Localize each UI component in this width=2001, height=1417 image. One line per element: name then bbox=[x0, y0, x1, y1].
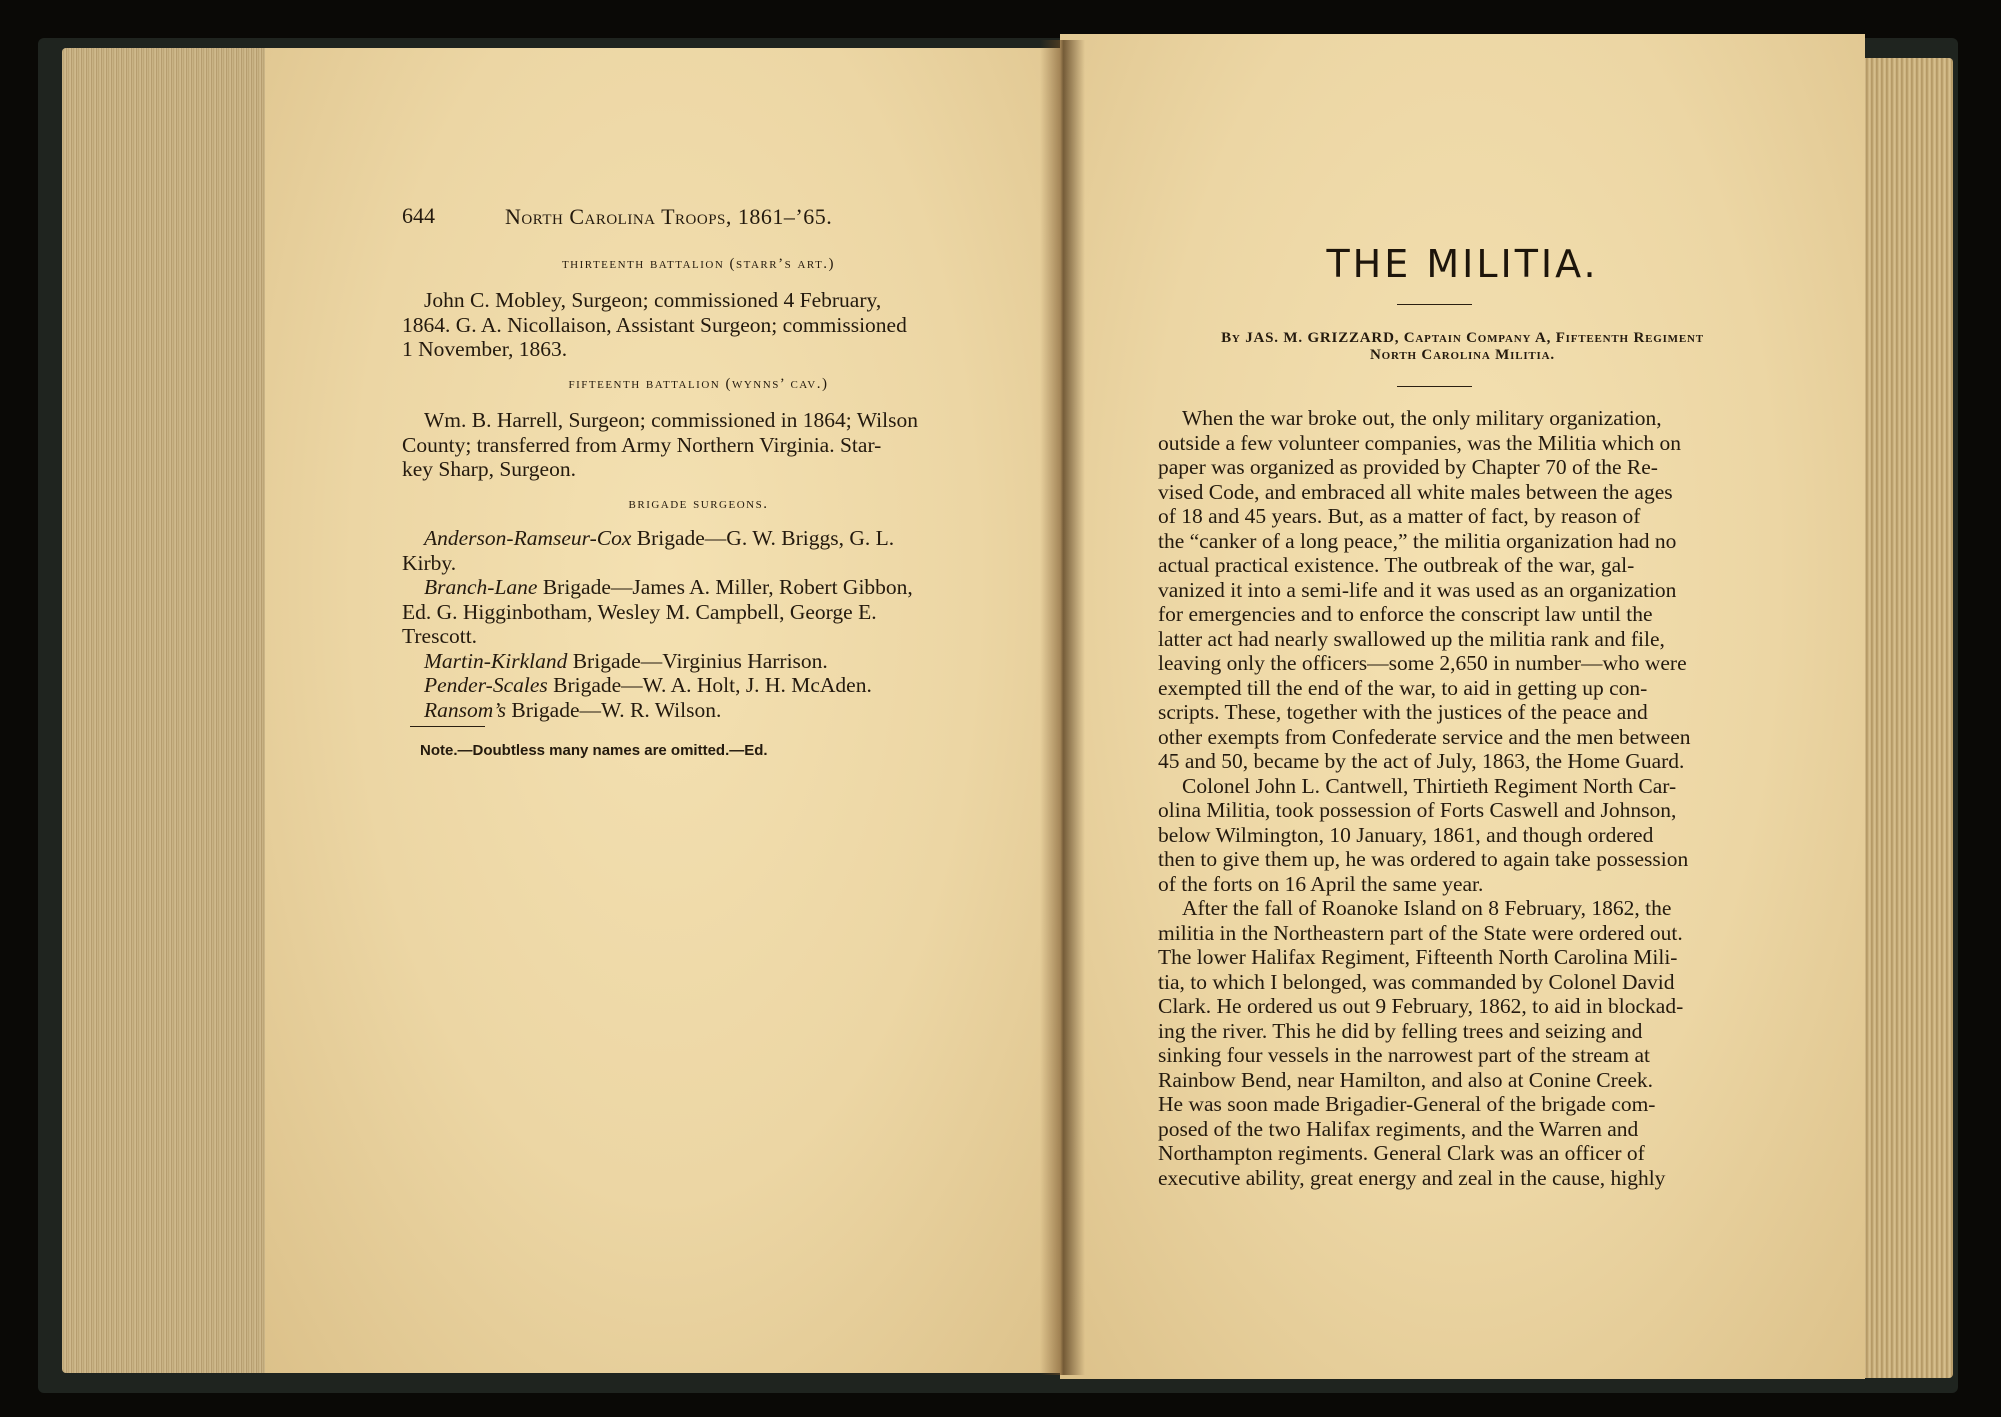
text-line: for emergencies and to enforce the conscript law until the bbox=[1158, 602, 1653, 626]
text-line: outside a few volunteer companies, was the Militia which on bbox=[1158, 430, 1682, 455]
text-line: vanized it into a semi-life and it was used as an organization bbox=[1158, 577, 1677, 602]
title-rule bbox=[1397, 304, 1472, 305]
section-head-thirteenth: thirteenth battalion (starr’s art.) bbox=[561, 256, 836, 272]
text-line: Clark. He ordered us out 9 February, 1862, to aid in blockad- bbox=[1158, 994, 1684, 1018]
left-page bbox=[265, 48, 1065, 1373]
running-head: North Carolina Troops, 1861–’65. bbox=[505, 204, 833, 229]
text-line: When the war broke out, the only military organization, bbox=[1182, 406, 1662, 430]
brigade-text: Brigade—W. A. Holt, J. H. McAden. bbox=[547, 673, 872, 697]
text-line: sinking four vessels in the narrowest part of the stream at bbox=[1158, 1043, 1650, 1067]
text-line: 1864. G. A. Nicollaison, Assistant Surgeon; commissioned bbox=[402, 312, 907, 337]
text-line: The lower Halifax Regiment, Fifteenth North Carolina Mili- bbox=[1158, 945, 1678, 969]
brigade-line bbox=[402, 600, 995, 625]
text-line: paper was organized as provided by Chapter 70 of the Re- bbox=[1158, 455, 1658, 479]
text-line: Wm. B. Harrell, Surgeon; commissioned in 1864; Wilson bbox=[424, 408, 918, 432]
text-line: vised Code, and embraced all white males between the ages bbox=[1158, 479, 1673, 504]
text-line: militia in the Northeastern part of the State were ordered out. bbox=[1158, 920, 1683, 945]
brigade-name: Anderson-Ramseur-Cox bbox=[424, 526, 632, 550]
text-line: He was soon made Brigadier-General of the brigade com- bbox=[1158, 1092, 1656, 1116]
page-number: 644 bbox=[402, 203, 435, 228]
page-edges-right bbox=[1858, 58, 1953, 1378]
brigade-text: Ed. G. Higginbotham, Wesley M. Campbell, George E. bbox=[402, 599, 877, 624]
book-gutter bbox=[1040, 40, 1085, 1375]
article-body bbox=[1158, 406, 1718, 1190]
text-line: Colonel John L. Cantwell, Thirtieth Regiment North Car- bbox=[1182, 773, 1677, 798]
brigade-name: Ransom’s bbox=[424, 697, 507, 722]
text-line: County; transferred from Army Northern Virginia. Star- bbox=[402, 432, 882, 457]
brigade-line bbox=[402, 575, 995, 600]
text-line: Rainbow Bend, near Hamilton, and also at Conine Creek. bbox=[1158, 1067, 1653, 1092]
text-line: of the forts on 16 April the same year. bbox=[1158, 871, 1484, 896]
brigade-line bbox=[402, 673, 995, 698]
byline-rule bbox=[1397, 386, 1472, 387]
section-thirteenth-body bbox=[402, 288, 995, 362]
text-line: other exempts from Confederate service and the men between bbox=[1158, 724, 1691, 749]
footnote-rule bbox=[410, 726, 485, 727]
page-edges-left bbox=[62, 48, 277, 1373]
brigade-line bbox=[402, 649, 995, 674]
brigade-name: Pender-Scales bbox=[424, 673, 548, 697]
text-line: After the fall of Roanoke Island on 8 February, 1862, the bbox=[1182, 896, 1672, 920]
text-line: John C. Mobley, Surgeon; commissioned 4 February, bbox=[424, 288, 882, 312]
footnote: Note.—Doubtless many names are omitted.—Ed. bbox=[420, 742, 768, 759]
right-page bbox=[1060, 34, 1865, 1379]
brigade-name: Branch-Lane bbox=[424, 575, 538, 599]
brigade-text: Brigade—G. W. Briggs, G. L. bbox=[631, 526, 895, 550]
chapter-title: THE MILITIA. bbox=[1326, 242, 1599, 286]
text-line: scripts. These, together with the justices of the peace and bbox=[1158, 700, 1648, 724]
text-line: exempted till the end of the war, to aid in getting up con- bbox=[1158, 675, 1648, 700]
text-line: leaving only the officers—some 2,650 in number—who were bbox=[1158, 651, 1687, 675]
brigade-text: Trescott. bbox=[402, 624, 478, 648]
brigade-text: Brigade—James A. Miller, Robert Gibbon, bbox=[537, 575, 913, 599]
text-line: the “canker of a long peace,” the militia organization had no bbox=[1158, 528, 1677, 553]
text-line: latter act had nearly swallowed up the militia rank and file, bbox=[1158, 626, 1665, 651]
text-line: 45 and 50, became by the act of July, 1863, the Home Guard. bbox=[1158, 749, 1685, 773]
text-line: actual practical existence. The outbreak of the war, gal- bbox=[1158, 553, 1635, 577]
byline-line: By JAS. M. GRIZZARD, Captain Company A, Fifteenth Regiment bbox=[1221, 330, 1704, 346]
section-fifteenth-body bbox=[402, 408, 995, 482]
text-line: below Wilmington, 10 January, 1861, and though ordered bbox=[1158, 822, 1654, 847]
brigade-text: Brigade—W. R. Wilson. bbox=[506, 697, 722, 722]
text-line: ing the river. This he did by felling trees and seizing and bbox=[1158, 1018, 1643, 1043]
brigade-line bbox=[402, 698, 995, 723]
text-line: tia, to which I belonged, was commanded by Colonel David bbox=[1158, 969, 1675, 994]
text-line: 1 November, 1863. bbox=[402, 337, 568, 361]
brigade-line bbox=[402, 624, 995, 649]
text-line: then to give them up, he was ordered to again take possession bbox=[1158, 847, 1689, 871]
brigade-name: Martin-Kirkland bbox=[424, 648, 568, 673]
text-line: executive ability, great energy and zeal in the cause, highly bbox=[1158, 1165, 1666, 1190]
text-line: Northampton regiments. General Clark was an officer of bbox=[1158, 1141, 1645, 1165]
brigade-line bbox=[402, 551, 995, 576]
brigade-line bbox=[402, 526, 995, 551]
text-line: posed of the two Halifax regiments, and the Warren and bbox=[1158, 1116, 1639, 1141]
brigade-text: Kirby. bbox=[402, 550, 457, 575]
byline bbox=[1100, 330, 1825, 364]
text-line: of 18 and 45 years. But, as a matter of fact, by reason of bbox=[1158, 504, 1641, 528]
byline-line: North Carolina Militia. bbox=[1370, 347, 1555, 363]
section-head-brigade-surgeons: brigade surgeons. bbox=[628, 496, 769, 512]
text-line: olina Militia, took possession of Forts Caswell and Johnson, bbox=[1158, 798, 1677, 822]
brigade-list bbox=[402, 526, 995, 722]
section-head-fifteenth: fifteenth battalion (wynns’ cav.) bbox=[568, 376, 829, 392]
brigade-text: Brigade—Virginius Harrison. bbox=[567, 648, 828, 673]
text-line: key Sharp, Surgeon. bbox=[402, 457, 576, 481]
